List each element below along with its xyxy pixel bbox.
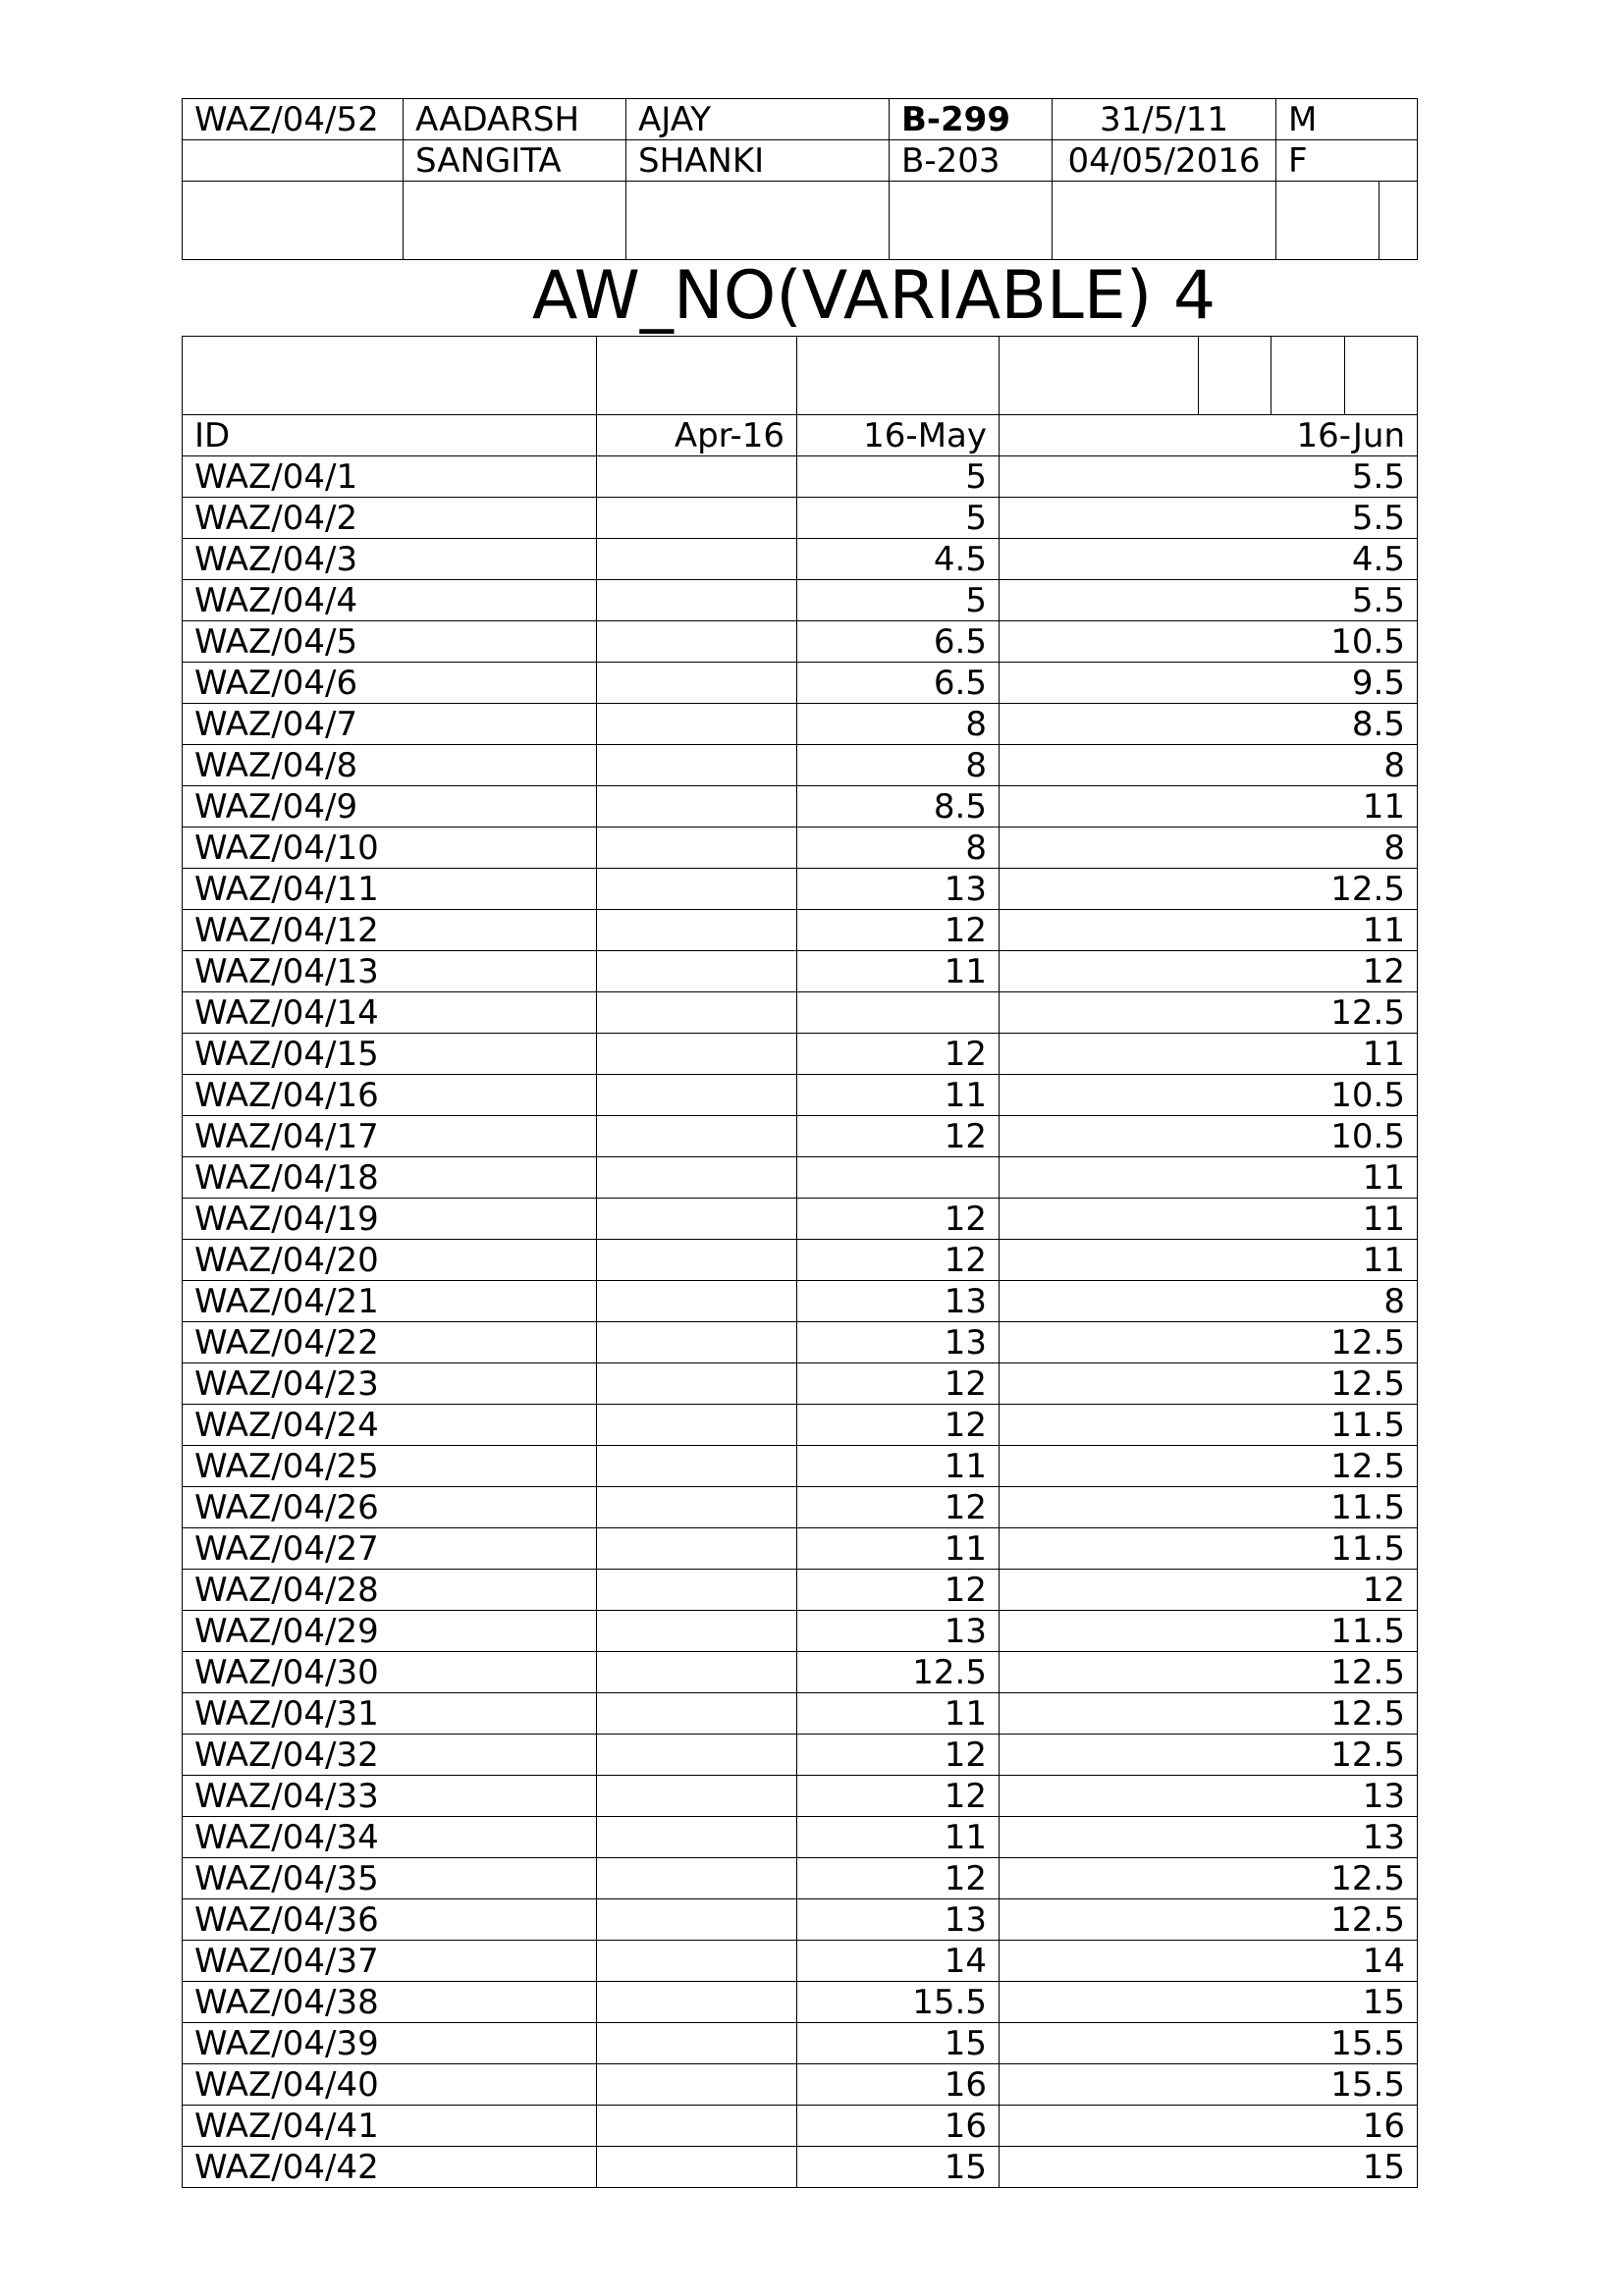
blank-cell xyxy=(626,182,890,260)
row-id: WAZ/04/18 xyxy=(183,1157,597,1199)
row-id: WAZ/04/9 xyxy=(183,786,597,828)
row-id: WAZ/04/17 xyxy=(183,1116,597,1157)
row-id: WAZ/04/12 xyxy=(183,910,597,951)
table-row xyxy=(183,1735,1418,1776)
row-id: WAZ/04/5 xyxy=(183,621,597,663)
row-jun-value: 12.5 xyxy=(1000,1322,1418,1363)
row-may-value: 8 xyxy=(797,704,1000,745)
row-may-value: 5 xyxy=(797,456,1000,498)
record-first-name: AADARSH xyxy=(404,99,626,140)
row-id: WAZ/04/15 xyxy=(183,1034,597,1075)
header-jun: 16-Jun xyxy=(1000,415,1418,456)
table-row xyxy=(183,2023,1418,2064)
row-apr-value xyxy=(597,1693,797,1735)
row-may-value: 12.5 xyxy=(797,1652,1000,1693)
row-id: WAZ/04/38 xyxy=(183,1982,597,2023)
table-row xyxy=(183,1199,1418,1240)
row-jun-value: 15 xyxy=(1000,2147,1418,2188)
row-may-value: 5 xyxy=(797,580,1000,621)
row-id: WAZ/04/32 xyxy=(183,1735,597,1776)
row-jun-value: 13 xyxy=(1000,1776,1418,1817)
row-jun-value: 10.5 xyxy=(1000,621,1418,663)
row-may-value: 16 xyxy=(797,2064,1000,2106)
table-row xyxy=(183,456,1418,498)
row-apr-value xyxy=(597,1487,797,1528)
row-may-value: 13 xyxy=(797,1899,1000,1941)
blank-record-row xyxy=(183,182,1418,260)
row-apr-value xyxy=(597,1899,797,1941)
blank-cell xyxy=(1053,182,1276,260)
row-apr-value xyxy=(597,951,797,992)
table-row xyxy=(183,1240,1418,1281)
row-jun-value: 9.5 xyxy=(1000,663,1418,704)
row-apr-value xyxy=(597,1652,797,1693)
row-may-value: 12 xyxy=(797,1116,1000,1157)
row-id: WAZ/04/36 xyxy=(183,1899,597,1941)
page-title: AW_NO(VARIABLE) 4 xyxy=(531,257,1217,335)
row-id: WAZ/04/7 xyxy=(183,704,597,745)
row-id: WAZ/04/34 xyxy=(183,1817,597,1858)
row-apr-value xyxy=(597,1363,797,1405)
table-row xyxy=(183,1652,1418,1693)
row-apr-value xyxy=(597,1817,797,1858)
blank-cell xyxy=(183,182,404,260)
table-row xyxy=(183,580,1418,621)
record-date: 04/05/2016 xyxy=(1053,140,1276,182)
table-row xyxy=(183,663,1418,704)
row-may-value: 15.5 xyxy=(797,1982,1000,2023)
table-row xyxy=(183,1487,1418,1528)
row-id: WAZ/04/29 xyxy=(183,1611,597,1652)
row-id: WAZ/04/8 xyxy=(183,745,597,786)
row-id: WAZ/04/39 xyxy=(183,2023,597,2064)
row-jun-value: 5.5 xyxy=(1000,498,1418,539)
row-jun-value: 12.5 xyxy=(1000,1735,1418,1776)
table-row xyxy=(183,1693,1418,1735)
blank-cell xyxy=(1276,182,1380,260)
row-jun-value: 5.5 xyxy=(1000,456,1418,498)
record-first-name: SANGITA xyxy=(404,140,626,182)
table-row xyxy=(183,704,1418,745)
row-apr-value xyxy=(597,1116,797,1157)
row-jun-value: 12.5 xyxy=(1000,1899,1418,1941)
measurements-table xyxy=(182,336,1418,2188)
blank-header-row xyxy=(183,337,1418,415)
row-jun-value: 12 xyxy=(1000,951,1418,992)
row-id: WAZ/04/14 xyxy=(183,992,597,1034)
row-id: WAZ/04/19 xyxy=(183,1199,597,1240)
row-apr-value xyxy=(597,1611,797,1652)
row-jun-value: 11 xyxy=(1000,1199,1418,1240)
row-jun-value: 11.5 xyxy=(1000,1405,1418,1446)
table-row xyxy=(183,1446,1418,1487)
row-may-value: 8 xyxy=(797,745,1000,786)
row-id: WAZ/04/24 xyxy=(183,1405,597,1446)
table-row xyxy=(183,1363,1418,1405)
row-apr-value xyxy=(597,1240,797,1281)
row-id: WAZ/04/3 xyxy=(183,539,597,580)
header-records-table xyxy=(182,98,1418,260)
row-may-value: 13 xyxy=(797,1322,1000,1363)
row-apr-value xyxy=(597,1446,797,1487)
row-may-value: 12 xyxy=(797,1735,1000,1776)
table-row xyxy=(183,621,1418,663)
row-apr-value xyxy=(597,1322,797,1363)
row-jun-value: 11.5 xyxy=(1000,1611,1418,1652)
row-jun-value: 12.5 xyxy=(1000,1858,1418,1899)
row-id: WAZ/04/6 xyxy=(183,663,597,704)
table-row xyxy=(183,1116,1418,1157)
row-jun-value: 15 xyxy=(1000,1982,1418,2023)
row-may-value: 12 xyxy=(797,1776,1000,1817)
row-jun-value: 11 xyxy=(1000,786,1418,828)
blank-cell xyxy=(797,337,1000,415)
row-may-value: 12 xyxy=(797,1240,1000,1281)
table-row xyxy=(183,1570,1418,1611)
row-jun-value: 10.5 xyxy=(1000,1116,1418,1157)
row-may-value: 12 xyxy=(797,1363,1000,1405)
table-row xyxy=(183,1528,1418,1570)
row-jun-value: 4.5 xyxy=(1000,539,1418,580)
row-jun-value: 8 xyxy=(1000,828,1418,869)
row-id: WAZ/04/4 xyxy=(183,580,597,621)
row-jun-value: 12 xyxy=(1000,1570,1418,1611)
row-id: WAZ/04/25 xyxy=(183,1446,597,1487)
column-header-row xyxy=(183,415,1418,456)
row-apr-value xyxy=(597,704,797,745)
table-row xyxy=(183,1858,1418,1899)
table-row xyxy=(183,1322,1418,1363)
row-may-value xyxy=(797,992,1000,1034)
row-id: WAZ/04/33 xyxy=(183,1776,597,1817)
row-may-value: 11 xyxy=(797,951,1000,992)
row-id: WAZ/04/22 xyxy=(183,1322,597,1363)
row-jun-value: 12.5 xyxy=(1000,869,1418,910)
row-apr-value xyxy=(597,2147,797,2188)
table-row xyxy=(183,2147,1418,2188)
row-id: WAZ/04/13 xyxy=(183,951,597,992)
table-row xyxy=(183,539,1418,580)
row-may-value: 14 xyxy=(797,1941,1000,1982)
table-row xyxy=(183,1611,1418,1652)
row-jun-value: 5.5 xyxy=(1000,580,1418,621)
table-row xyxy=(183,1405,1418,1446)
row-id: WAZ/04/37 xyxy=(183,1941,597,1982)
table-row xyxy=(183,1075,1418,1116)
row-id: WAZ/04/23 xyxy=(183,1363,597,1405)
row-may-value: 13 xyxy=(797,1281,1000,1322)
blank-cell xyxy=(1271,337,1345,415)
row-may-value: 12 xyxy=(797,1487,1000,1528)
row-may-value: 12 xyxy=(797,1034,1000,1075)
row-apr-value xyxy=(597,1776,797,1817)
row-id: WAZ/04/35 xyxy=(183,1858,597,1899)
row-apr-value xyxy=(597,1034,797,1075)
row-apr-value xyxy=(597,786,797,828)
row-jun-value: 12.5 xyxy=(1000,1363,1418,1405)
row-apr-value xyxy=(597,663,797,704)
table-row xyxy=(183,951,1418,992)
blank-cell xyxy=(890,182,1053,260)
row-id: WAZ/04/11 xyxy=(183,869,597,910)
row-id: WAZ/04/10 xyxy=(183,828,597,869)
row-apr-value xyxy=(597,1199,797,1240)
table-row xyxy=(183,786,1418,828)
row-apr-value xyxy=(597,992,797,1034)
row-jun-value: 14 xyxy=(1000,1941,1418,1982)
blank-cell xyxy=(597,337,797,415)
row-id: WAZ/04/27 xyxy=(183,1528,597,1570)
header-apr: Apr-16 xyxy=(597,415,797,456)
row-apr-value xyxy=(597,1858,797,1899)
row-jun-value: 12.5 xyxy=(1000,1693,1418,1735)
table-row xyxy=(183,1817,1418,1858)
record-second-name: SHANKI xyxy=(626,140,890,182)
header-id: ID xyxy=(183,415,597,456)
row-jun-value: 11 xyxy=(1000,910,1418,951)
table-row xyxy=(183,1157,1418,1199)
row-apr-value xyxy=(597,621,797,663)
record-id: WAZ/04/52 xyxy=(183,99,404,140)
table-row xyxy=(183,1776,1418,1817)
row-id: WAZ/04/21 xyxy=(183,1281,597,1322)
row-apr-value xyxy=(597,869,797,910)
row-id: WAZ/04/2 xyxy=(183,498,597,539)
row-jun-value: 16 xyxy=(1000,2106,1418,2147)
table-row xyxy=(183,1281,1418,1322)
blank-cell xyxy=(1345,337,1418,415)
row-apr-value xyxy=(597,1570,797,1611)
row-may-value: 13 xyxy=(797,869,1000,910)
row-may-value: 11 xyxy=(797,1446,1000,1487)
record-block: B-203 xyxy=(890,140,1053,182)
row-apr-value xyxy=(597,2064,797,2106)
row-may-value: 12 xyxy=(797,1570,1000,1611)
row-may-value: 11 xyxy=(797,1817,1000,1858)
record-id xyxy=(183,140,404,182)
row-jun-value: 12.5 xyxy=(1000,1652,1418,1693)
row-may-value: 8.5 xyxy=(797,786,1000,828)
header-may: 16-May xyxy=(797,415,1000,456)
row-apr-value xyxy=(597,1528,797,1570)
row-may-value: 13 xyxy=(797,1611,1000,1652)
blank-cell xyxy=(404,182,626,260)
row-apr-value xyxy=(597,2023,797,2064)
row-apr-value xyxy=(597,1405,797,1446)
row-apr-value xyxy=(597,498,797,539)
row-may-value: 6.5 xyxy=(797,663,1000,704)
row-jun-value: 13 xyxy=(1000,1817,1418,1858)
row-may-value: 4.5 xyxy=(797,539,1000,580)
row-may-value: 5 xyxy=(797,498,1000,539)
row-may-value: 15 xyxy=(797,2147,1000,2188)
row-jun-value: 8.5 xyxy=(1000,704,1418,745)
table-row xyxy=(183,498,1418,539)
row-may-value: 8 xyxy=(797,828,1000,869)
row-apr-value xyxy=(597,539,797,580)
table-row xyxy=(183,1034,1418,1075)
row-id: WAZ/04/28 xyxy=(183,1570,597,1611)
row-jun-value: 15.5 xyxy=(1000,2064,1418,2106)
row-apr-value xyxy=(597,456,797,498)
record-block: B-299 xyxy=(890,99,1053,140)
record-second-name: AJAY xyxy=(626,99,890,140)
row-apr-value xyxy=(597,1157,797,1199)
row-apr-value xyxy=(597,1735,797,1776)
blank-cell xyxy=(183,337,597,415)
row-id: WAZ/04/40 xyxy=(183,2064,597,2106)
row-apr-value xyxy=(597,1941,797,1982)
row-id: WAZ/04/30 xyxy=(183,1652,597,1693)
row-apr-value xyxy=(597,1281,797,1322)
row-may-value: 12 xyxy=(797,1199,1000,1240)
table-row xyxy=(183,869,1418,910)
row-id: WAZ/04/31 xyxy=(183,1693,597,1735)
row-id: WAZ/04/42 xyxy=(183,2147,597,2188)
row-jun-value: 12.5 xyxy=(1000,1446,1418,1487)
row-jun-value: 11 xyxy=(1000,1157,1418,1199)
row-may-value: 12 xyxy=(797,1405,1000,1446)
blank-cell xyxy=(1380,182,1418,260)
record-sex: F xyxy=(1276,140,1418,182)
header-record-row xyxy=(183,99,1418,140)
row-apr-value xyxy=(597,1075,797,1116)
row-apr-value xyxy=(597,910,797,951)
row-apr-value xyxy=(597,2106,797,2147)
row-may-value xyxy=(797,1157,1000,1199)
row-id: WAZ/04/1 xyxy=(183,456,597,498)
table-row xyxy=(183,1941,1418,1982)
row-jun-value: 15.5 xyxy=(1000,2023,1418,2064)
blank-cell xyxy=(1000,337,1199,415)
record-sex: M xyxy=(1276,99,1418,140)
row-jun-value: 8 xyxy=(1000,1281,1418,1322)
table-row xyxy=(183,2106,1418,2147)
row-may-value: 11 xyxy=(797,1693,1000,1735)
row-may-value: 6.5 xyxy=(797,621,1000,663)
blank-cell xyxy=(1199,337,1271,415)
row-apr-value xyxy=(597,1982,797,2023)
row-jun-value: 11.5 xyxy=(1000,1528,1418,1570)
header-record-row xyxy=(183,140,1418,182)
row-jun-value: 11 xyxy=(1000,1240,1418,1281)
row-apr-value xyxy=(597,580,797,621)
row-may-value: 15 xyxy=(797,2023,1000,2064)
row-may-value: 12 xyxy=(797,1858,1000,1899)
table-row xyxy=(183,992,1418,1034)
row-may-value: 16 xyxy=(797,2106,1000,2147)
table-row xyxy=(183,1982,1418,2023)
row-id: WAZ/04/26 xyxy=(183,1487,597,1528)
row-may-value: 11 xyxy=(797,1075,1000,1116)
row-id: WAZ/04/16 xyxy=(183,1075,597,1116)
record-date: 31/5/11 xyxy=(1053,99,1276,140)
row-jun-value: 11 xyxy=(1000,1034,1418,1075)
table-row xyxy=(183,2064,1418,2106)
row-may-value: 12 xyxy=(797,910,1000,951)
table-row xyxy=(183,910,1418,951)
table-row xyxy=(183,1899,1418,1941)
row-apr-value xyxy=(597,828,797,869)
row-id: WAZ/04/20 xyxy=(183,1240,597,1281)
row-jun-value: 12.5 xyxy=(1000,992,1418,1034)
row-apr-value xyxy=(597,745,797,786)
row-may-value: 11 xyxy=(797,1528,1000,1570)
row-jun-value: 10.5 xyxy=(1000,1075,1418,1116)
row-jun-value: 11.5 xyxy=(1000,1487,1418,1528)
table-row xyxy=(183,745,1418,786)
row-id: WAZ/04/41 xyxy=(183,2106,597,2147)
row-jun-value: 8 xyxy=(1000,745,1418,786)
table-row xyxy=(183,828,1418,869)
